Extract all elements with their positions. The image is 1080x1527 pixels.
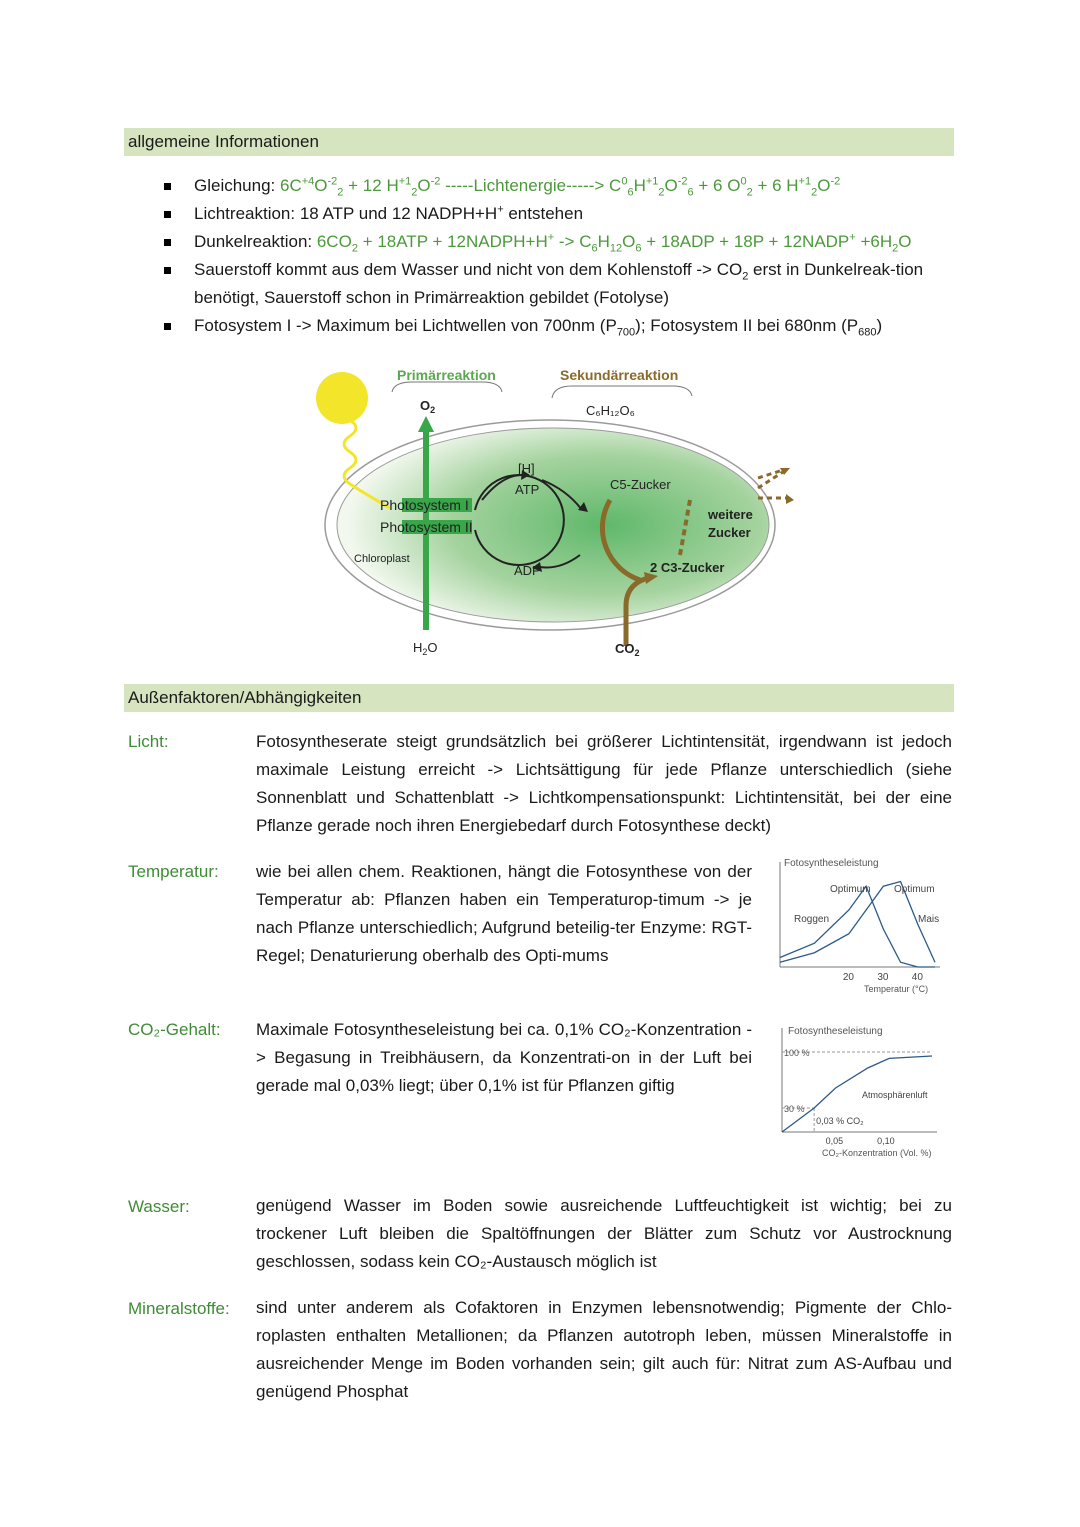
svg-text:H2O: $H_2O$ xyxy=(413,640,438,657)
series-label: Roggen xyxy=(794,914,830,925)
series-line-0 xyxy=(780,886,935,967)
equation-green: $6C^{+4}O^{-2}_2 + 12$ $H^{+1}_2O^{-2}$ -----Lichtenergie-----> $C^0_6H^{+1}_2O^{-2}_6 + 6$ $O^0_2 + 6$ $H^{+1}_2O^{-2}$ xyxy=(280,175,841,199)
factor-text-temperature: wie bei allen chem. Reaktionen, hängt die Fotosynthese von der Temperatur ab: Pflanzen haben ein Temperaturop-timum -> je nach Pflanze unterschiedlich; Aufgrund beteilig-ter Enzyme: RGT-Regel; Denaturierung oberhalb des Opti-mums xyxy=(256,862,752,965)
photosynthesis-diagram xyxy=(310,360,810,670)
section-header-general: allgemeine Informationen xyxy=(124,128,954,156)
list-item: Sauerstoff kommt aus dem Wasser und nicht von dem Kohlenstoff -> $CO_2$ erst in Dunkelreak-tion benötigt, Sauerstoff schon in Primärreaktion gebildet (Fotolyse) xyxy=(160,256,960,312)
factor-text-minerals: sind unter anderem als Cofaktoren in Enzymen lebensnotwendig; Pigmente der Chlo-roplasten enthalten Metallionen; da Pflanzen autotroph leben, müssen Mineralstoffe in ausreichender Menge im Boden vorhanden sein; gilt auch für: Nitrat zum AS-Aufbau und genügend Phosphat xyxy=(256,1298,952,1401)
list-item: Dunkelreaktion: $6CO_2 + 18ATP$ + 12NADPH+H+ -> $C_6H_{12}O_6 + 18ADP + 18P$ + 12NADP+ $+6H_2O$ xyxy=(160,228,960,256)
adp-label: ADP xyxy=(514,563,541,578)
sun-icon xyxy=(316,372,368,424)
x-tick-label: 0,05 xyxy=(825,1136,844,1146)
arrow-up-icon xyxy=(418,416,434,432)
annotation: Atmosphärenluft xyxy=(862,1090,928,1100)
annotation: Optimum xyxy=(830,884,871,895)
factor-label-light: Licht: xyxy=(128,732,169,751)
factor-text-co2: Maximale Fotosyntheseleistung bei ca. 0,1% CO₂-Konzentration -> Begasung in Treibhäusern, da Konzentrati-on in der Luft bei gerade mal 0,03% liegt; über 0,1% ist für Pflanzen giftig xyxy=(256,1020,752,1095)
y-axis-label: Fotosyntheseleistung xyxy=(784,858,879,869)
svg-text:O2: $O_2$ xyxy=(420,398,436,415)
h-label: [H] xyxy=(518,461,535,476)
factor-text-water: genügend Wasser im Boden sowie ausreichende Luftfeuchtigkeit ist wichtig; bei zu trockener Luft bleiben die Spaltöffnungen der Blätter zum Schutz vor Austrocknung geschlossen, sodass kein CO₂-Austausch möglich ist xyxy=(256,1196,952,1271)
primary-label: Primärreaktion xyxy=(397,367,496,383)
x-axis-label: Temperatur (°C) xyxy=(864,984,929,994)
factor-label-temperature: Temperatur: xyxy=(128,862,219,881)
secondary-label: Sekundärreaktion xyxy=(560,367,679,383)
x-tick-label: 0,10 xyxy=(877,1136,895,1146)
more-sugar-label-1: weitere xyxy=(708,507,753,522)
list-item: Fotosystem I -> Maximum bei Lichtwellen von 700nm $(P_{700})$; Fotosystem II bei 680nm $(P_{680})$ xyxy=(160,312,960,340)
x-tick-label: 20 xyxy=(842,972,855,983)
equation-label: Gleichung: xyxy=(194,176,280,195)
o2-label: O xyxy=(420,398,431,413)
glucose-label: C₆H₁₂O₆ xyxy=(586,403,635,418)
co2-label: CO xyxy=(615,641,635,656)
factor-text-light: Fotosyntheserate steigt grundsätzlich bei größerer Lichtintensität, irgendwann ist jedoch maximale Leistung erreicht -> Lichtsättigung für jede Pflanze unterschiedlich (siehe Sonnenblatt und Schattenblatt -> Lichtkompensationspunkt: Lichtintensität, bei der eine Pflanze gerade noch ihren Energiebedarf durch Fotosynthese deckt) xyxy=(256,732,952,835)
photosystem-2-label: Photosystem II xyxy=(380,519,473,535)
svg-text:CO2: $CO_2$ xyxy=(615,641,640,658)
annotation: Optimum xyxy=(894,884,935,895)
series-label: Mais xyxy=(918,914,940,925)
annotation: 0,03 % CO₂ xyxy=(816,1116,864,1126)
x-tick-label: 40 xyxy=(911,972,923,983)
y-tick-label: 100 % xyxy=(784,1048,810,1058)
h2o-label: H xyxy=(413,640,423,655)
factor-label-co2: CO₂-Gehalt: xyxy=(128,1020,221,1039)
factor-label-water: Wasser: xyxy=(128,1197,190,1216)
y-axis-label: Fotosyntheseleistung xyxy=(788,1026,883,1037)
more-sugar-label-2: Zucker xyxy=(708,525,751,540)
list-item: Lichtreaktion: 18 ATP und 12 NADPH+H+ entstehen xyxy=(160,200,960,228)
factor-label-minerals: Mineralstoffe: xyxy=(128,1299,230,1318)
x-axis-label: CO₂-Konzentration (Vol. %) xyxy=(822,1148,932,1158)
chloroplast-label: Chloroplast xyxy=(354,553,410,565)
photosystem-1-label: Photosystem I xyxy=(380,497,469,513)
info-list xyxy=(160,172,960,340)
y-tick-label: 30 % xyxy=(784,1104,805,1114)
x-tick-label: 30 xyxy=(877,972,889,983)
section-header-factors: Außenfaktoren/Abhängigkeiten xyxy=(124,684,954,712)
c5-label: C5-Zucker xyxy=(610,477,671,492)
co2-chart xyxy=(772,1020,952,1170)
temperature-chart xyxy=(772,852,952,1002)
atp-label: ATP xyxy=(515,482,540,497)
list-item xyxy=(160,172,960,200)
c3-label: 2 C3-Zucker xyxy=(650,560,725,575)
